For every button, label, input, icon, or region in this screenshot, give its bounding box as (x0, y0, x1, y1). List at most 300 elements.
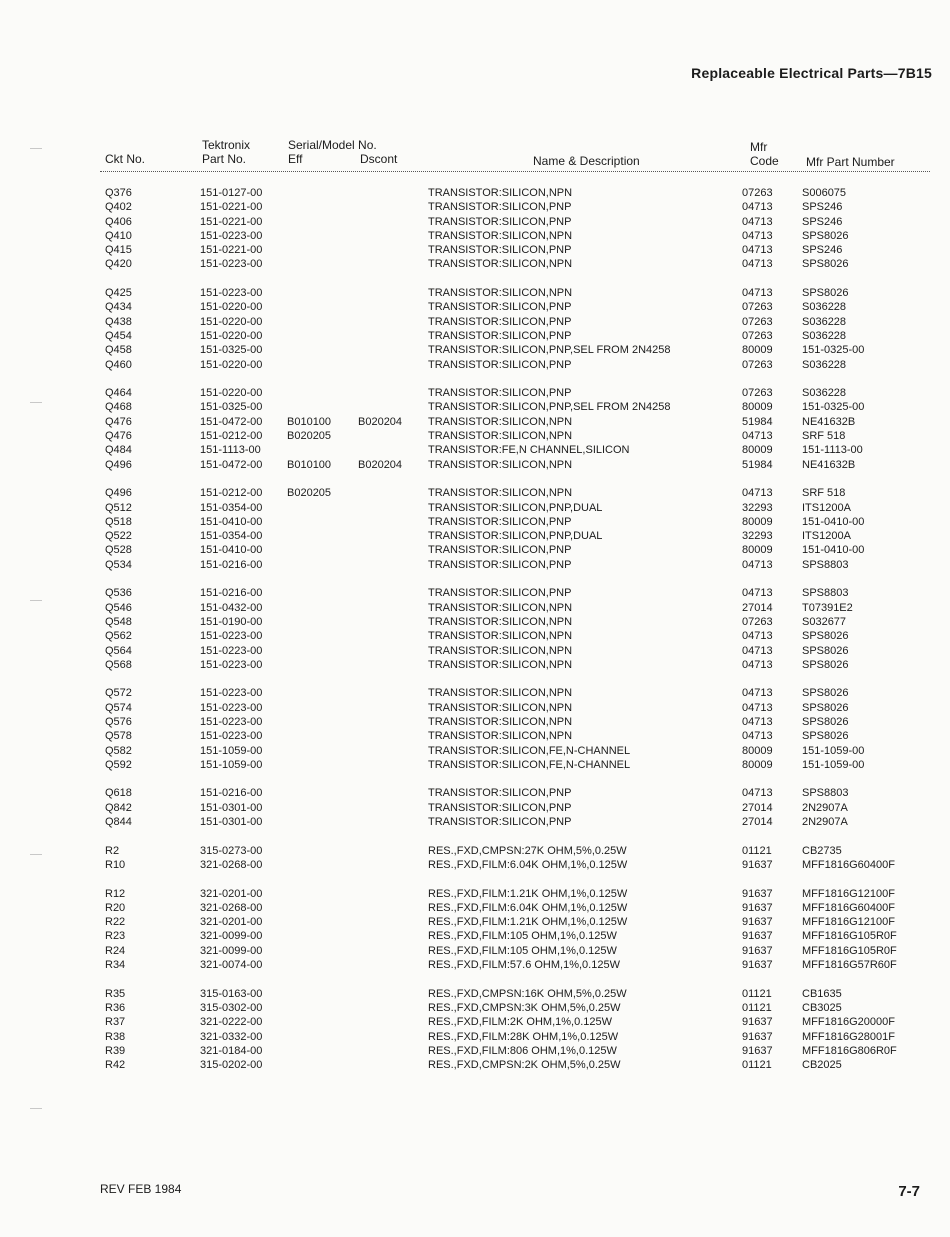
cell-tek-part-no: 151-0221-00 (200, 244, 263, 257)
table-row (0, 415, 950, 429)
cell-name-description: TRANSISTOR:SILICON,NPN (428, 730, 573, 743)
cell-mfr-part-number: SPS8803 (802, 558, 849, 571)
cell-ckt-no: Q534 (105, 558, 132, 571)
table-row (0, 543, 950, 557)
table-row (0, 458, 950, 472)
cell-mfr-code: 32293 (742, 530, 773, 543)
cell-mfr-part-number: SPS8026 (802, 715, 849, 728)
cell-name-description: TRANSISTOR:SILICON,PNP (428, 329, 572, 342)
cell-mfr-part-number: SRF 518 (802, 487, 846, 500)
cell-mfr-code: 27014 (742, 801, 773, 814)
cell-ckt-no: Q572 (105, 687, 132, 700)
cell-tek-part-no: 321-0099-00 (200, 944, 263, 957)
cell-mfr-part-number: SRF 518 (802, 430, 846, 443)
cell-mfr-code: 91637 (742, 1030, 773, 1043)
cell-ckt-no: R42 (105, 1059, 126, 1072)
margin-mark (30, 854, 42, 855)
cell-mfr-code: 80009 (742, 401, 773, 414)
cell-name-description: TRANSISTOR:SILICON,NPN (428, 687, 573, 700)
cell-mfr-part-number: CB1635 (802, 987, 842, 1000)
cell-ckt-no: Q576 (105, 715, 132, 728)
cell-mfr-part-number: MFF1816G28001F (802, 1030, 895, 1043)
cell-ckt-no: Q376 (105, 187, 132, 199)
cell-ckt-no: Q420 (105, 258, 132, 271)
cell-name-description: TRANSISTOR:SILICON,NPN (428, 601, 573, 614)
col-name-description: Name & Description (533, 154, 640, 168)
cell-mfr-part-number: 151-1113-00 (802, 444, 863, 457)
cell-mfr-part-number: NE41632B (802, 415, 856, 428)
cell-tek-part-no: 151-0212-00 (200, 430, 263, 443)
cell-serial-dscont: B020204 (358, 415, 403, 428)
table-row (0, 644, 950, 658)
cell-ckt-no: Q425 (105, 287, 132, 300)
cell-mfr-code: 80009 (742, 444, 773, 457)
cell-name-description: RES.,FXD,FILM:1.21K OHM,1%,0.125W (428, 887, 628, 900)
cell-mfr-part-number: S036228 (802, 301, 847, 314)
cell-mfr-part-number: 151-0410-00 (802, 544, 865, 557)
cell-mfr-code: 91637 (742, 930, 773, 943)
cell-tek-part-no: 151-0223-00 (200, 258, 263, 271)
cell-mfr-part-number: 151-0325-00 (802, 344, 865, 357)
table-row (0, 958, 950, 972)
cell-mfr-code: 07263 (742, 387, 773, 400)
cell-name-description: TRANSISTOR:SILICON,PNP (428, 816, 572, 829)
cell-name-description: TRANSISTOR:SILICON,PNP (428, 215, 572, 228)
cell-mfr-part-number: 151-0325-00 (802, 401, 865, 414)
revision-date: REV FEB 1984 (100, 1182, 182, 1196)
cell-tek-part-no: 151-0301-00 (200, 816, 263, 829)
table-row (0, 515, 950, 529)
table-row (0, 601, 950, 615)
cell-tek-part-no: 151-0223-00 (200, 715, 263, 728)
cell-ckt-no: Q476 (105, 415, 132, 428)
cell-mfr-code: 07263 (742, 329, 773, 342)
cell-ckt-no: Q842 (105, 801, 132, 814)
cell-name-description: TRANSISTOR:SILICON,PNP,DUAL (428, 501, 603, 514)
cell-tek-part-no: 151-0190-00 (200, 615, 263, 628)
header-rule (100, 171, 930, 172)
table-row (0, 615, 950, 629)
cell-name-description: TRANSISTOR:SILICON,PNP,DUAL (428, 530, 603, 543)
cell-mfr-code: 32293 (742, 501, 773, 514)
table-row (0, 815, 950, 829)
cell-mfr-code: 04713 (742, 687, 773, 700)
cell-tek-part-no: 151-0216-00 (200, 587, 263, 600)
table-row (0, 558, 950, 572)
cell-mfr-part-number: 151-1059-00 (802, 744, 865, 757)
cell-mfr-code: 04713 (742, 787, 773, 800)
cell-mfr-part-number: S036228 (802, 315, 847, 328)
cell-tek-part-no: 151-0410-00 (200, 515, 263, 528)
cell-name-description: TRANSISTOR:SILICON,NPN (428, 487, 573, 500)
cell-ckt-no: Q562 (105, 630, 132, 643)
cell-mfr-part-number: MFF1816G806R0F (802, 1044, 897, 1057)
cell-mfr-part-number: MFF1816G105R0F (802, 930, 897, 943)
cell-name-description: TRANSISTOR:SILICON,PNP (428, 587, 572, 600)
cell-mfr-code: 04713 (742, 487, 773, 500)
cell-mfr-code: 80009 (742, 744, 773, 757)
cell-name-description: RES.,FXD,FILM:105 OHM,1%,0.125W (428, 930, 617, 943)
cell-tek-part-no: 151-0410-00 (200, 544, 263, 557)
table-row (0, 758, 950, 772)
table-row (0, 1044, 950, 1058)
cell-name-description: RES.,FXD,FILM:2K OHM,1%,0.125W (428, 1016, 612, 1029)
cell-name-description: RES.,FXD,FILM:28K OHM,1%,0.125W (428, 1030, 619, 1043)
cell-name-description: TRANSISTOR:SILICON,PNP (428, 801, 572, 814)
cell-mfr-code: 07263 (742, 358, 773, 371)
table-row (0, 443, 950, 457)
cell-ckt-no: R34 (105, 959, 126, 972)
cell-ckt-no: Q454 (105, 329, 132, 342)
cell-tek-part-no: 151-0221-00 (200, 201, 263, 214)
cell-name-description: TRANSISTOR:SILICON,NPN (428, 658, 573, 671)
table-row (0, 286, 950, 300)
margin-mark (30, 600, 42, 601)
table-row (0, 315, 950, 329)
cell-ckt-no: R22 (105, 916, 126, 929)
cell-mfr-code: 04713 (742, 630, 773, 643)
cell-mfr-code: 04713 (742, 644, 773, 657)
cell-name-description: TRANSISTOR:SILICON,NPN (428, 187, 573, 199)
table-row (0, 701, 950, 715)
cell-ckt-no: Q518 (105, 515, 132, 528)
cell-name-description: TRANSISTOR:SILICON,PNP (428, 301, 572, 314)
table-row (0, 844, 950, 858)
cell-ckt-no: Q592 (105, 758, 132, 771)
parts-table (0, 186, 950, 1087)
cell-ckt-no: Q464 (105, 387, 132, 400)
cell-name-description: RES.,FXD,CMPSN:2K OHM,5%,0.25W (428, 1059, 621, 1072)
cell-tek-part-no: 151-0223-00 (200, 287, 263, 300)
cell-tek-part-no: 315-0163-00 (200, 987, 263, 1000)
cell-tek-part-no: 151-0223-00 (200, 630, 263, 643)
cell-mfr-part-number: ITS1200A (802, 530, 851, 543)
cell-tek-part-no: 151-0223-00 (200, 701, 263, 714)
cell-mfr-code: 91637 (742, 858, 773, 871)
cell-ckt-no: Q415 (105, 244, 132, 257)
cell-ckt-no: Q578 (105, 730, 132, 743)
cell-mfr-part-number: 2N2907A (802, 801, 848, 814)
margin-mark (30, 148, 42, 149)
cell-mfr-part-number: CB2025 (802, 1059, 842, 1072)
cell-ckt-no: R35 (105, 987, 126, 1000)
table-row (0, 715, 950, 729)
cell-mfr-part-number: SPS8026 (802, 701, 849, 714)
cell-mfr-part-number: 151-0410-00 (802, 515, 865, 528)
cell-mfr-code: 91637 (742, 944, 773, 957)
cell-ckt-no: Q468 (105, 401, 132, 414)
cell-mfr-code: 07263 (742, 301, 773, 314)
col-ckt-no: Ckt No. (105, 152, 146, 166)
cell-name-description: TRANSISTOR:SILICON,PNP (428, 244, 572, 257)
cell-tek-part-no: 151-0432-00 (200, 601, 263, 614)
cell-tek-part-no: 151-1113-00 (200, 444, 261, 457)
cell-name-description: TRANSISTOR:SILICON,FE,N-CHANNEL (428, 758, 631, 771)
cell-mfr-code: 91637 (742, 959, 773, 972)
cell-name-description: RES.,FXD,CMPSN:27K OHM,5%,0.25W (428, 844, 627, 857)
table-row (0, 686, 950, 700)
cell-mfr-code: 04713 (742, 587, 773, 600)
cell-name-description: TRANSISTOR:SILICON,NPN (428, 701, 573, 714)
cell-tek-part-no: 151-0325-00 (200, 401, 263, 414)
cell-tek-part-no: 151-0223-00 (200, 644, 263, 657)
table-row (0, 858, 950, 872)
cell-mfr-code: 91637 (742, 1044, 773, 1057)
cell-mfr-part-number: S032677 (802, 615, 847, 628)
table-row (0, 744, 950, 758)
table-row (0, 400, 950, 414)
cell-mfr-code: 04713 (742, 730, 773, 743)
cell-mfr-part-number: CB3025 (802, 1001, 842, 1014)
cell-mfr-part-number: SPS8026 (802, 687, 849, 700)
cell-ckt-no: Q402 (105, 201, 132, 214)
cell-tek-part-no: 151-0220-00 (200, 315, 263, 328)
table-row (0, 486, 950, 500)
cell-ckt-no: R39 (105, 1044, 126, 1057)
table-row (0, 429, 950, 443)
cell-mfr-code: 04713 (742, 701, 773, 714)
col-serial-model: Serial/Model No. (288, 138, 377, 152)
cell-serial-eff: B010100 (287, 415, 332, 428)
table-row (0, 729, 950, 743)
cell-ckt-no: Q618 (105, 787, 132, 800)
margin-mark (30, 1108, 42, 1109)
cell-mfr-part-number: SPS8803 (802, 787, 849, 800)
row-group (0, 386, 950, 472)
row-group (0, 987, 950, 1073)
cell-tek-part-no: 151-1059-00 (200, 744, 263, 757)
table-row (0, 186, 950, 200)
cell-name-description: TRANSISTOR:SILICON,NPN (428, 458, 573, 471)
cell-tek-part-no: 151-0301-00 (200, 801, 263, 814)
table-row (0, 786, 950, 800)
cell-ckt-no: Q438 (105, 315, 132, 328)
cell-mfr-code: 04713 (742, 715, 773, 728)
table-row (0, 915, 950, 929)
cell-mfr-part-number: MFF1816G20000F (802, 1016, 895, 1029)
cell-name-description: TRANSISTOR:SILICON,PNP (428, 358, 572, 371)
cell-mfr-code: 04713 (742, 558, 773, 571)
cell-mfr-part-number: SPS8026 (802, 630, 849, 643)
cell-name-description: TRANSISTOR:SILICON,PNP (428, 544, 572, 557)
table-row (0, 1058, 950, 1072)
col-mfr-part-number: Mfr Part Number (806, 155, 895, 169)
cell-ckt-no: R37 (105, 1016, 126, 1029)
cell-name-description: RES.,FXD,FILM:105 OHM,1%,0.125W (428, 944, 617, 957)
cell-tek-part-no: 151-0472-00 (200, 458, 263, 471)
cell-tek-part-no: 151-0212-00 (200, 487, 263, 500)
cell-tek-part-no: 151-0223-00 (200, 730, 263, 743)
cell-ckt-no: Q512 (105, 501, 132, 514)
cell-tek-part-no: 151-0220-00 (200, 387, 263, 400)
cell-name-description: TRANSISTOR:SILICON,PNP (428, 515, 572, 528)
cell-name-description: RES.,FXD,FILM:6.04K OHM,1%,0.125W (428, 858, 628, 871)
cell-mfr-code: 04713 (742, 215, 773, 228)
cell-mfr-part-number: MFF1816G12100F (802, 916, 895, 929)
table-row (0, 386, 950, 400)
cell-tek-part-no: 321-0332-00 (200, 1030, 263, 1043)
table-row (0, 987, 950, 1001)
cell-mfr-part-number: SPS8026 (802, 229, 849, 242)
cell-ckt-no: Q574 (105, 701, 132, 714)
table-row (0, 501, 950, 515)
cell-tek-part-no: 151-0216-00 (200, 558, 263, 571)
row-group (0, 887, 950, 973)
table-row (0, 243, 950, 257)
table-row (0, 1015, 950, 1029)
cell-ckt-no: Q476 (105, 430, 132, 443)
cell-name-description: TRANSISTOR:SILICON,NPN (428, 430, 573, 443)
cell-mfr-code: 01121 (742, 844, 772, 857)
cell-mfr-part-number: 2N2907A (802, 816, 848, 829)
cell-mfr-part-number: SPS8026 (802, 644, 849, 657)
cell-serial-eff: B020205 (287, 430, 332, 443)
cell-mfr-part-number: SPS246 (802, 215, 843, 228)
cell-mfr-code: 91637 (742, 901, 773, 914)
cell-ckt-no: Q496 (105, 458, 132, 471)
table-row (0, 1001, 950, 1015)
margin-mark (30, 402, 42, 403)
cell-tek-part-no: 321-0184-00 (200, 1044, 263, 1057)
table-row (0, 215, 950, 229)
cell-tek-part-no: 151-0223-00 (200, 658, 263, 671)
cell-mfr-part-number: NE41632B (802, 458, 856, 471)
row-group (0, 786, 950, 829)
cell-name-description: TRANSISTOR:SILICON,NPN (428, 715, 573, 728)
cell-mfr-code: 80009 (742, 544, 773, 557)
cell-mfr-part-number: SPS8026 (802, 658, 849, 671)
table-row (0, 200, 950, 214)
table-row (0, 944, 950, 958)
cell-tek-part-no: 151-0354-00 (200, 501, 263, 514)
cell-tek-part-no: 151-0325-00 (200, 344, 263, 357)
cell-tek-part-no: 315-0302-00 (200, 1001, 263, 1014)
table-row (0, 658, 950, 672)
cell-mfr-part-number: MFF1816G105R0F (802, 944, 897, 957)
cell-name-description: TRANSISTOR:SILICON,NPN (428, 615, 573, 628)
cell-name-description: TRANSISTOR:SILICON,NPN (428, 630, 573, 643)
cell-ckt-no: Q458 (105, 344, 132, 357)
cell-ckt-no: Q434 (105, 301, 132, 314)
cell-ckt-no: R12 (105, 887, 126, 900)
cell-tek-part-no: 321-0099-00 (200, 930, 263, 943)
cell-mfr-part-number: S036228 (802, 358, 847, 371)
table-row (0, 529, 950, 543)
cell-mfr-code: 04713 (742, 658, 773, 671)
cell-tek-part-no: 315-0273-00 (200, 844, 263, 857)
cell-ckt-no: R38 (105, 1030, 126, 1043)
cell-ckt-no: Q484 (105, 444, 132, 457)
cell-ckt-no: Q528 (105, 544, 132, 557)
cell-ckt-no: Q546 (105, 601, 132, 614)
table-row (0, 929, 950, 943)
cell-ckt-no: Q536 (105, 587, 132, 600)
cell-tek-part-no: 321-0268-00 (200, 901, 263, 914)
cell-ckt-no: Q548 (105, 615, 132, 628)
cell-ckt-no: Q582 (105, 744, 132, 757)
cell-tek-part-no: 151-0220-00 (200, 301, 263, 314)
cell-ckt-no: Q496 (105, 487, 132, 500)
cell-name-description: RES.,FXD,FILM:806 OHM,1%,0.125W (428, 1044, 617, 1057)
cell-mfr-code: 04713 (742, 229, 773, 242)
table-row (0, 586, 950, 600)
cell-mfr-part-number: S036228 (802, 329, 847, 342)
page-title: Replaceable Electrical Parts—7B15 (691, 65, 932, 81)
table-row (0, 887, 950, 901)
cell-name-description: TRANSISTOR:SILICON,NPN (428, 415, 573, 428)
cell-tek-part-no: 151-0127-00 (200, 187, 263, 199)
cell-name-description: RES.,FXD,CMPSN:16K OHM,5%,0.25W (428, 987, 627, 1000)
cell-mfr-code: 07263 (742, 187, 773, 199)
cell-mfr-part-number: 151-1059-00 (802, 758, 865, 771)
cell-tek-part-no: 315-0202-00 (200, 1059, 263, 1072)
cell-ckt-no: R36 (105, 1001, 126, 1014)
cell-mfr-part-number: CB2735 (802, 844, 842, 857)
cell-mfr-code: 04713 (742, 244, 773, 257)
cell-name-description: TRANSISTOR:FE,N CHANNEL,SILICON (428, 444, 630, 457)
cell-tek-part-no: 151-0221-00 (200, 215, 263, 228)
cell-ckt-no: Q460 (105, 358, 132, 371)
col-code: Code (750, 154, 779, 168)
cell-serial-eff: B010100 (287, 458, 332, 471)
row-group (0, 586, 950, 672)
cell-mfr-code: 27014 (742, 816, 773, 829)
cell-mfr-code: 07263 (742, 315, 773, 328)
cell-mfr-part-number: SPS8803 (802, 587, 849, 600)
row-group (0, 686, 950, 772)
cell-mfr-code: 04713 (742, 430, 773, 443)
cell-mfr-part-number: MFF1816G12100F (802, 887, 895, 900)
cell-serial-dscont: B020204 (358, 458, 403, 471)
cell-ckt-no: R10 (105, 858, 126, 871)
row-group (0, 186, 950, 272)
cell-mfr-code: 80009 (742, 758, 773, 771)
cell-tek-part-no: 151-1059-00 (200, 758, 263, 771)
cell-tek-part-no: 151-0220-00 (200, 358, 263, 371)
cell-mfr-part-number: SPS246 (802, 201, 843, 214)
cell-tek-part-no: 321-0074-00 (200, 959, 263, 972)
cell-tek-part-no: 321-0222-00 (200, 1016, 263, 1029)
row-group (0, 286, 950, 372)
cell-tek-part-no: 321-0201-00 (200, 887, 263, 900)
cell-tek-part-no: 151-0472-00 (200, 415, 263, 428)
cell-ckt-no: Q522 (105, 530, 132, 543)
cell-mfr-code: 04713 (742, 201, 773, 214)
col-eff: Eff (288, 152, 303, 166)
cell-name-description: TRANSISTOR:SILICON,NPN (428, 258, 573, 271)
cell-name-description: TRANSISTOR:SILICON,PNP (428, 558, 572, 571)
cell-ckt-no: Q568 (105, 658, 132, 671)
cell-mfr-part-number: MFF1816G60400F (802, 858, 895, 871)
cell-mfr-code: 51984 (742, 458, 773, 471)
cell-mfr-code: 91637 (742, 916, 773, 929)
row-group (0, 844, 950, 873)
cell-mfr-code: 91637 (742, 1016, 773, 1029)
cell-serial-eff: B020205 (287, 487, 332, 500)
cell-ckt-no: R20 (105, 901, 126, 914)
cell-name-description: TRANSISTOR:SILICON,PNP,SEL FROM 2N4258 (428, 401, 671, 414)
cell-mfr-part-number: MFF1816G60400F (802, 901, 895, 914)
cell-mfr-part-number: SPS8026 (802, 730, 849, 743)
cell-name-description: TRANSISTOR:SILICON,NPN (428, 229, 573, 242)
cell-ckt-no: R23 (105, 930, 126, 943)
col-part-no: Part No. (202, 152, 247, 166)
cell-mfr-part-number: S006075 (802, 187, 847, 199)
cell-ckt-no: R24 (105, 944, 126, 957)
cell-tek-part-no: 151-0220-00 (200, 329, 263, 342)
table-row (0, 257, 950, 271)
cell-ckt-no: Q406 (105, 215, 132, 228)
